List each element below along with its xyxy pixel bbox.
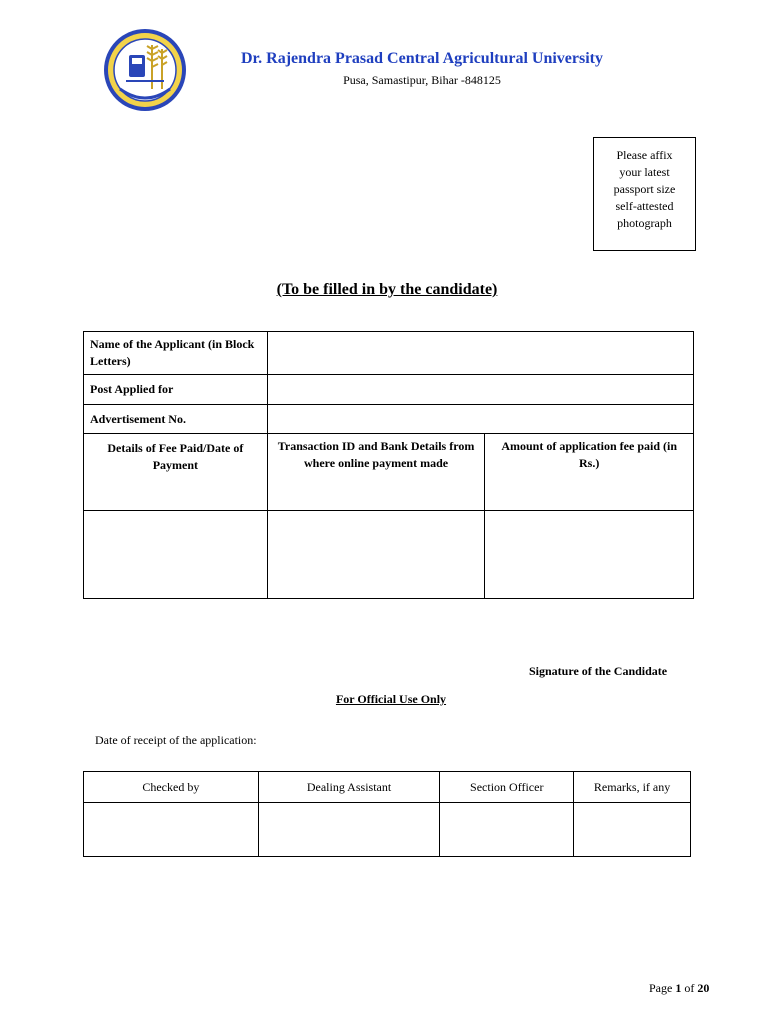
remarks-field[interactable] — [574, 803, 691, 857]
page-current: 1 — [675, 981, 682, 995]
advertisement-label: Advertisement No. — [84, 405, 268, 434]
post-field[interactable] — [267, 375, 693, 405]
name-field[interactable] — [267, 332, 693, 375]
official-use-heading: For Official Use Only — [335, 692, 447, 706]
checked-by-field[interactable] — [84, 803, 259, 857]
fee-details-header: Details of Fee Paid/Date of Payment — [84, 434, 268, 511]
page-of: of — [681, 981, 698, 995]
fee-details-field[interactable] — [84, 511, 268, 599]
photo-instruction-line: photograph — [617, 216, 672, 230]
amount-header: Amount of application fee paid (in Rs.) — [485, 434, 694, 511]
photo-instruction-line: Please affix — [616, 148, 673, 162]
university-seal-icon — [102, 27, 188, 113]
amount-field[interactable] — [485, 511, 694, 599]
page-total: 20 — [697, 981, 710, 995]
checked-by-header: Checked by — [84, 772, 259, 803]
dealing-assistant-header: Dealing Assistant — [258, 772, 440, 803]
name-label: Name of the Applicant (in Block Letters) — [84, 332, 268, 375]
post-label: Post Applied for — [84, 375, 268, 405]
transaction-header: Transaction ID and Bank Details from where online payment made — [267, 434, 485, 511]
photo-instruction-line: self-attested — [615, 199, 674, 213]
signature-label: Signature of the Candidate — [529, 664, 668, 678]
section-officer-field[interactable] — [440, 803, 574, 857]
page-prefix: Page — [649, 981, 676, 995]
photo-box — [593, 137, 696, 251]
official-use-table — [83, 771, 691, 857]
section-officer-header: Section Officer — [440, 772, 574, 803]
applicant-table — [83, 331, 694, 599]
fill-heading: (To be filled in by the candidate) — [276, 281, 498, 298]
university-address: Pusa, Samastipur, Bihar -848125 — [343, 73, 501, 87]
dealing-assistant-field[interactable] — [258, 803, 440, 857]
photo-instruction-line: passport size — [613, 182, 676, 196]
advertisement-field[interactable] — [267, 405, 693, 434]
receipt-date-label: Date of receipt of the application: — [95, 733, 257, 747]
transaction-field[interactable] — [267, 511, 485, 599]
remarks-header: Remarks, if any — [574, 772, 691, 803]
page-number — [649, 981, 709, 996]
university-name: Dr. Rajendra Prasad Central Agricultural University — [240, 50, 604, 67]
photo-instruction-line: your latest — [619, 165, 670, 179]
